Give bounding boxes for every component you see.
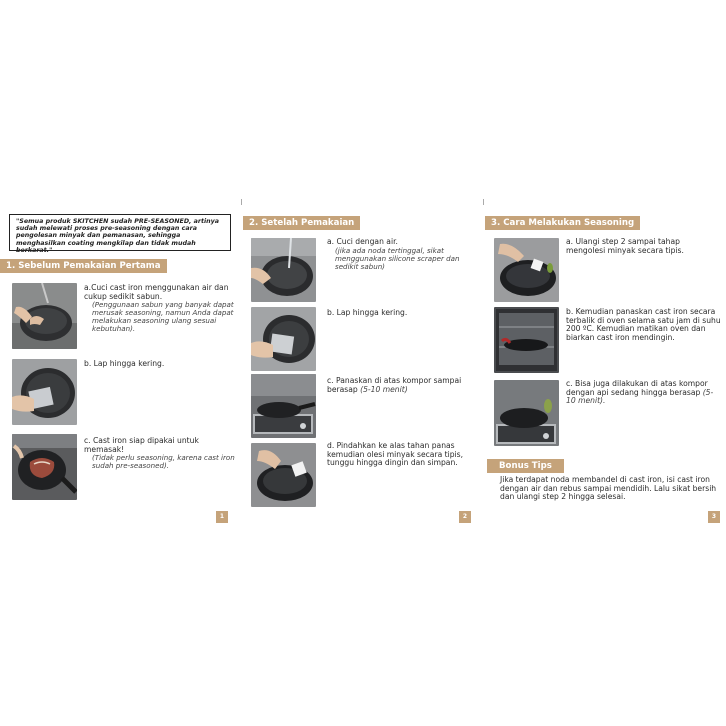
- intro-lead: "Semua produk SKITCHEN sudah: [16, 218, 135, 225]
- pan-on-stove-image: [251, 374, 316, 438]
- step-3c-label: c. Bisa juga dilakukan di atas kompor dengan api sedang hingga berasap: [566, 379, 708, 397]
- intro-bold: PRE-SEASONED: [134, 218, 190, 225]
- step-1a: [84, 284, 234, 334]
- bonus-tips-text: Jika terdapat noda membandel di cast iron, isi cast iron dengan air dan rebus sampai mendidih. Lalu sikat bersih dan ulangi step 2 hingga selesai.: [500, 475, 717, 502]
- pan-in-oven-photo: [494, 307, 559, 373]
- step-2c-note: (5-10 menit): [360, 384, 408, 394]
- page-number: 2: [459, 511, 471, 523]
- step-3a-label: a. Ulangi step 2 sampai tahap mengolesi minyak secara tipis.: [566, 237, 684, 255]
- step-1b-label: b. Lap hingga kering.: [84, 359, 165, 368]
- step-2b-label: b. Lap hingga kering.: [327, 308, 408, 317]
- intro-note: [9, 214, 231, 254]
- step-1c: [84, 437, 238, 470]
- page-number: 1: [216, 511, 228, 523]
- step-3c-note: (5-10 menit).: [566, 387, 714, 406]
- oiling-pan-photo: [251, 443, 316, 507]
- step-2a-label: a. Cuci dengan air.: [327, 237, 398, 246]
- step-2a: [327, 238, 477, 271]
- wiping-pan-photo: [12, 359, 77, 425]
- pan-on-burner-photo: [494, 380, 559, 446]
- step-1c-label: c. Cast iron siap dipakai untuk memasak!: [84, 436, 199, 454]
- oiling-pan-image: [251, 443, 316, 507]
- steak-in-pan-photo: [12, 434, 77, 500]
- step-1b: [84, 360, 234, 369]
- wiping-pan-image: [12, 359, 77, 425]
- drying-pan-photo: [251, 307, 316, 371]
- washing-pan-photo: [12, 283, 77, 349]
- step-2d-label: d. Pindahkan ke alas tahan panas kemudian olesi minyak secara tipis, tunggu hingga dingin dan simpan.: [327, 441, 464, 468]
- intro-rest: , artinya sudah melewati proses pre-seasoning dengan cara pengolesan minyak dan pemanasan, sehingga menghasilkan coating mengkilap dan tidak mudah berkarat.": [16, 218, 219, 254]
- rinsing-pan-image: [251, 238, 316, 302]
- rinsing-pan-photo: [251, 238, 316, 302]
- step-2c: [327, 377, 477, 394]
- oiled-pan-image: [494, 238, 559, 302]
- step-1a-label: a.Cuci cast iron menggunakan air dan cukup sedikit sabun.: [84, 283, 229, 301]
- step-2d: [327, 442, 477, 468]
- page-1: [0, 205, 240, 527]
- pan-on-burner-image: [494, 380, 559, 446]
- step-2b: [327, 309, 477, 318]
- step-1a-note: (Penggunaan sabun yang banyak dapat merusak seasoning, namun Anda dapat melakukan seasoning ulang sesuai kebutuhan).: [92, 300, 234, 334]
- step-3a: [566, 238, 721, 255]
- page-2: [243, 205, 483, 527]
- bonus-tips-heading: Bonus Tips: [487, 459, 564, 473]
- step-3c: [566, 380, 721, 406]
- step-2a-note: (jika ada noda tertinggal, sikat menggunakan silicone scraper dan sedikit sabun): [335, 245, 460, 271]
- oiled-pan-photo: [494, 238, 559, 302]
- step-3b: [566, 308, 721, 342]
- section-3-heading: 3. Cara Melakukan Seasoning: [485, 216, 640, 230]
- pan-in-oven-image: [494, 307, 559, 373]
- page-3: [485, 205, 725, 527]
- steak-in-pan-image: [12, 434, 77, 500]
- washing-pan-image: [12, 283, 77, 349]
- step-1c-note: (Tidak perlu seasoning, karena cast iron sudah pre-seasoned).: [92, 453, 235, 471]
- step-2c-label: c. Panaskan di atas kompor sampai berasap: [327, 376, 462, 394]
- page-number: 3: [708, 511, 720, 523]
- section-2-heading: 2. Setelah Pemakaian: [243, 216, 360, 230]
- pan-on-stove-photo: [251, 374, 316, 438]
- section-1-heading: 1. Sebelum Pemakaian Pertama: [0, 259, 167, 273]
- drying-pan-image: [251, 307, 316, 371]
- step-3b-label: b. Kemudian panaskan cast iron secara terbalik di oven selama satu jam di suhu 200 ºC. Kemudian matikan oven dan biarkan cast iron mendingin.: [566, 307, 721, 342]
